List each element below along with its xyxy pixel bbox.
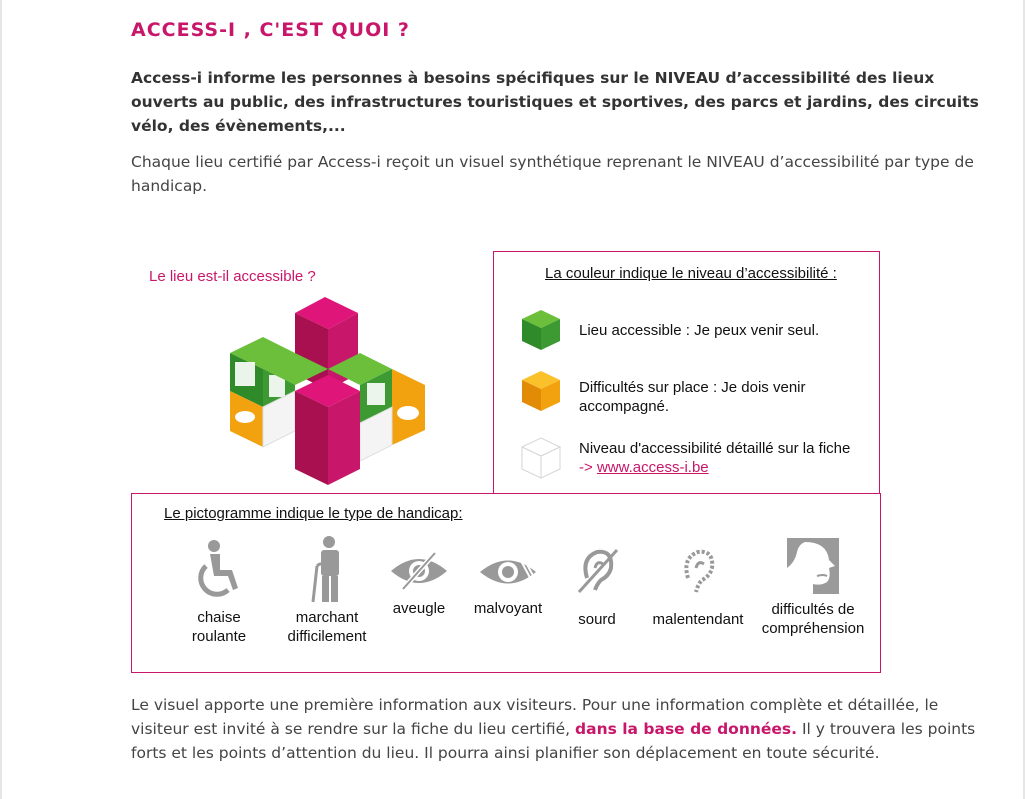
pictogram-low-vision	[470, 551, 546, 618]
outro-text-before: Le visuel apporte une première information aux visiteurs. Pour une information complète et détaillée, le visiteur est invité à se rendre sur la fiche du lieu certifié,	[131, 696, 939, 738]
legend-text-detailed	[579, 439, 869, 477]
outro-text-after: Il y trouvera les points forts et les points d’attention du lieu. Il pourra ainsi planifier son déplacement en toute sécurité.	[131, 720, 976, 762]
eye-crossed-icon	[389, 549, 449, 593]
pictogram-blind	[383, 549, 455, 618]
picto-label: difficultés de	[771, 601, 855, 618]
picto-label: chaise	[197, 609, 241, 626]
picto-label: malvoyant	[473, 600, 543, 617]
legend-title: La couleur indique le niveau d’accessibilité :	[545, 265, 837, 282]
legend-text: Lieu accessible : Je peux venir seul.	[579, 322, 820, 339]
outro-paragraph	[131, 693, 981, 765]
ear-partial-icon	[680, 548, 716, 596]
picto-label: difficilement	[287, 628, 367, 645]
pictogram-wheelchair	[178, 540, 260, 646]
walking-cane-icon	[307, 536, 347, 602]
picto-label: sourd	[578, 611, 616, 628]
page-title: ACCESS-I , C'EST QUOI ?	[131, 19, 410, 41]
legend-text: Difficultés sur place : Je dois venir accompagné.	[579, 379, 806, 415]
pictogram-title: Le pictogramme indique le type de handicap:	[164, 505, 463, 522]
eye-low-vision-icon	[478, 551, 538, 593]
pictogram-hard-of-hearing	[646, 548, 750, 629]
page-border-left	[0, 0, 2, 799]
intro-paragraph: Chaque lieu certifié par Access-i reçoit un visuel synthétique reprenant le NIVEAU d’accessibilité par type de handicap.	[131, 153, 974, 195]
white-cube-icon	[520, 437, 562, 479]
legend-text: Niveau d'accessibilité détaillé sur la fiche	[579, 440, 851, 457]
face-understanding-icon	[787, 538, 839, 594]
orange-cube-icon	[520, 370, 562, 412]
access-i-link[interactable]: www.access-i.be	[596, 459, 709, 476]
pictogram-comprehension	[757, 538, 869, 638]
pictogram-deaf	[567, 548, 627, 629]
wheelchair-icon	[192, 540, 246, 602]
picto-label: roulante	[191, 628, 247, 645]
link-prefix: ->	[579, 459, 597, 476]
picto-label: aveugle	[392, 600, 446, 617]
ear-crossed-icon	[575, 548, 619, 594]
picto-label: marchant	[295, 609, 359, 626]
picto-label: compréhension	[761, 620, 865, 637]
pictogram-walking	[280, 536, 374, 646]
database-link[interactable]: dans la base de données.	[575, 720, 798, 738]
intro-bold-paragraph: Access-i informe les personnes à besoins spécifiques sur le NIVEAU d’accessibilité des lieux ouverts au public, des infrastructures touristiques et sportives, des parcs et jardins, des circuits vélo, des évènements,...	[131, 69, 979, 135]
green-cube-icon	[520, 309, 562, 351]
picto-label: malentendant	[652, 611, 744, 628]
accessibility-question: Le lieu est-il accessible ?	[149, 268, 316, 285]
accessibility-cubes-illustration	[225, 295, 430, 490]
